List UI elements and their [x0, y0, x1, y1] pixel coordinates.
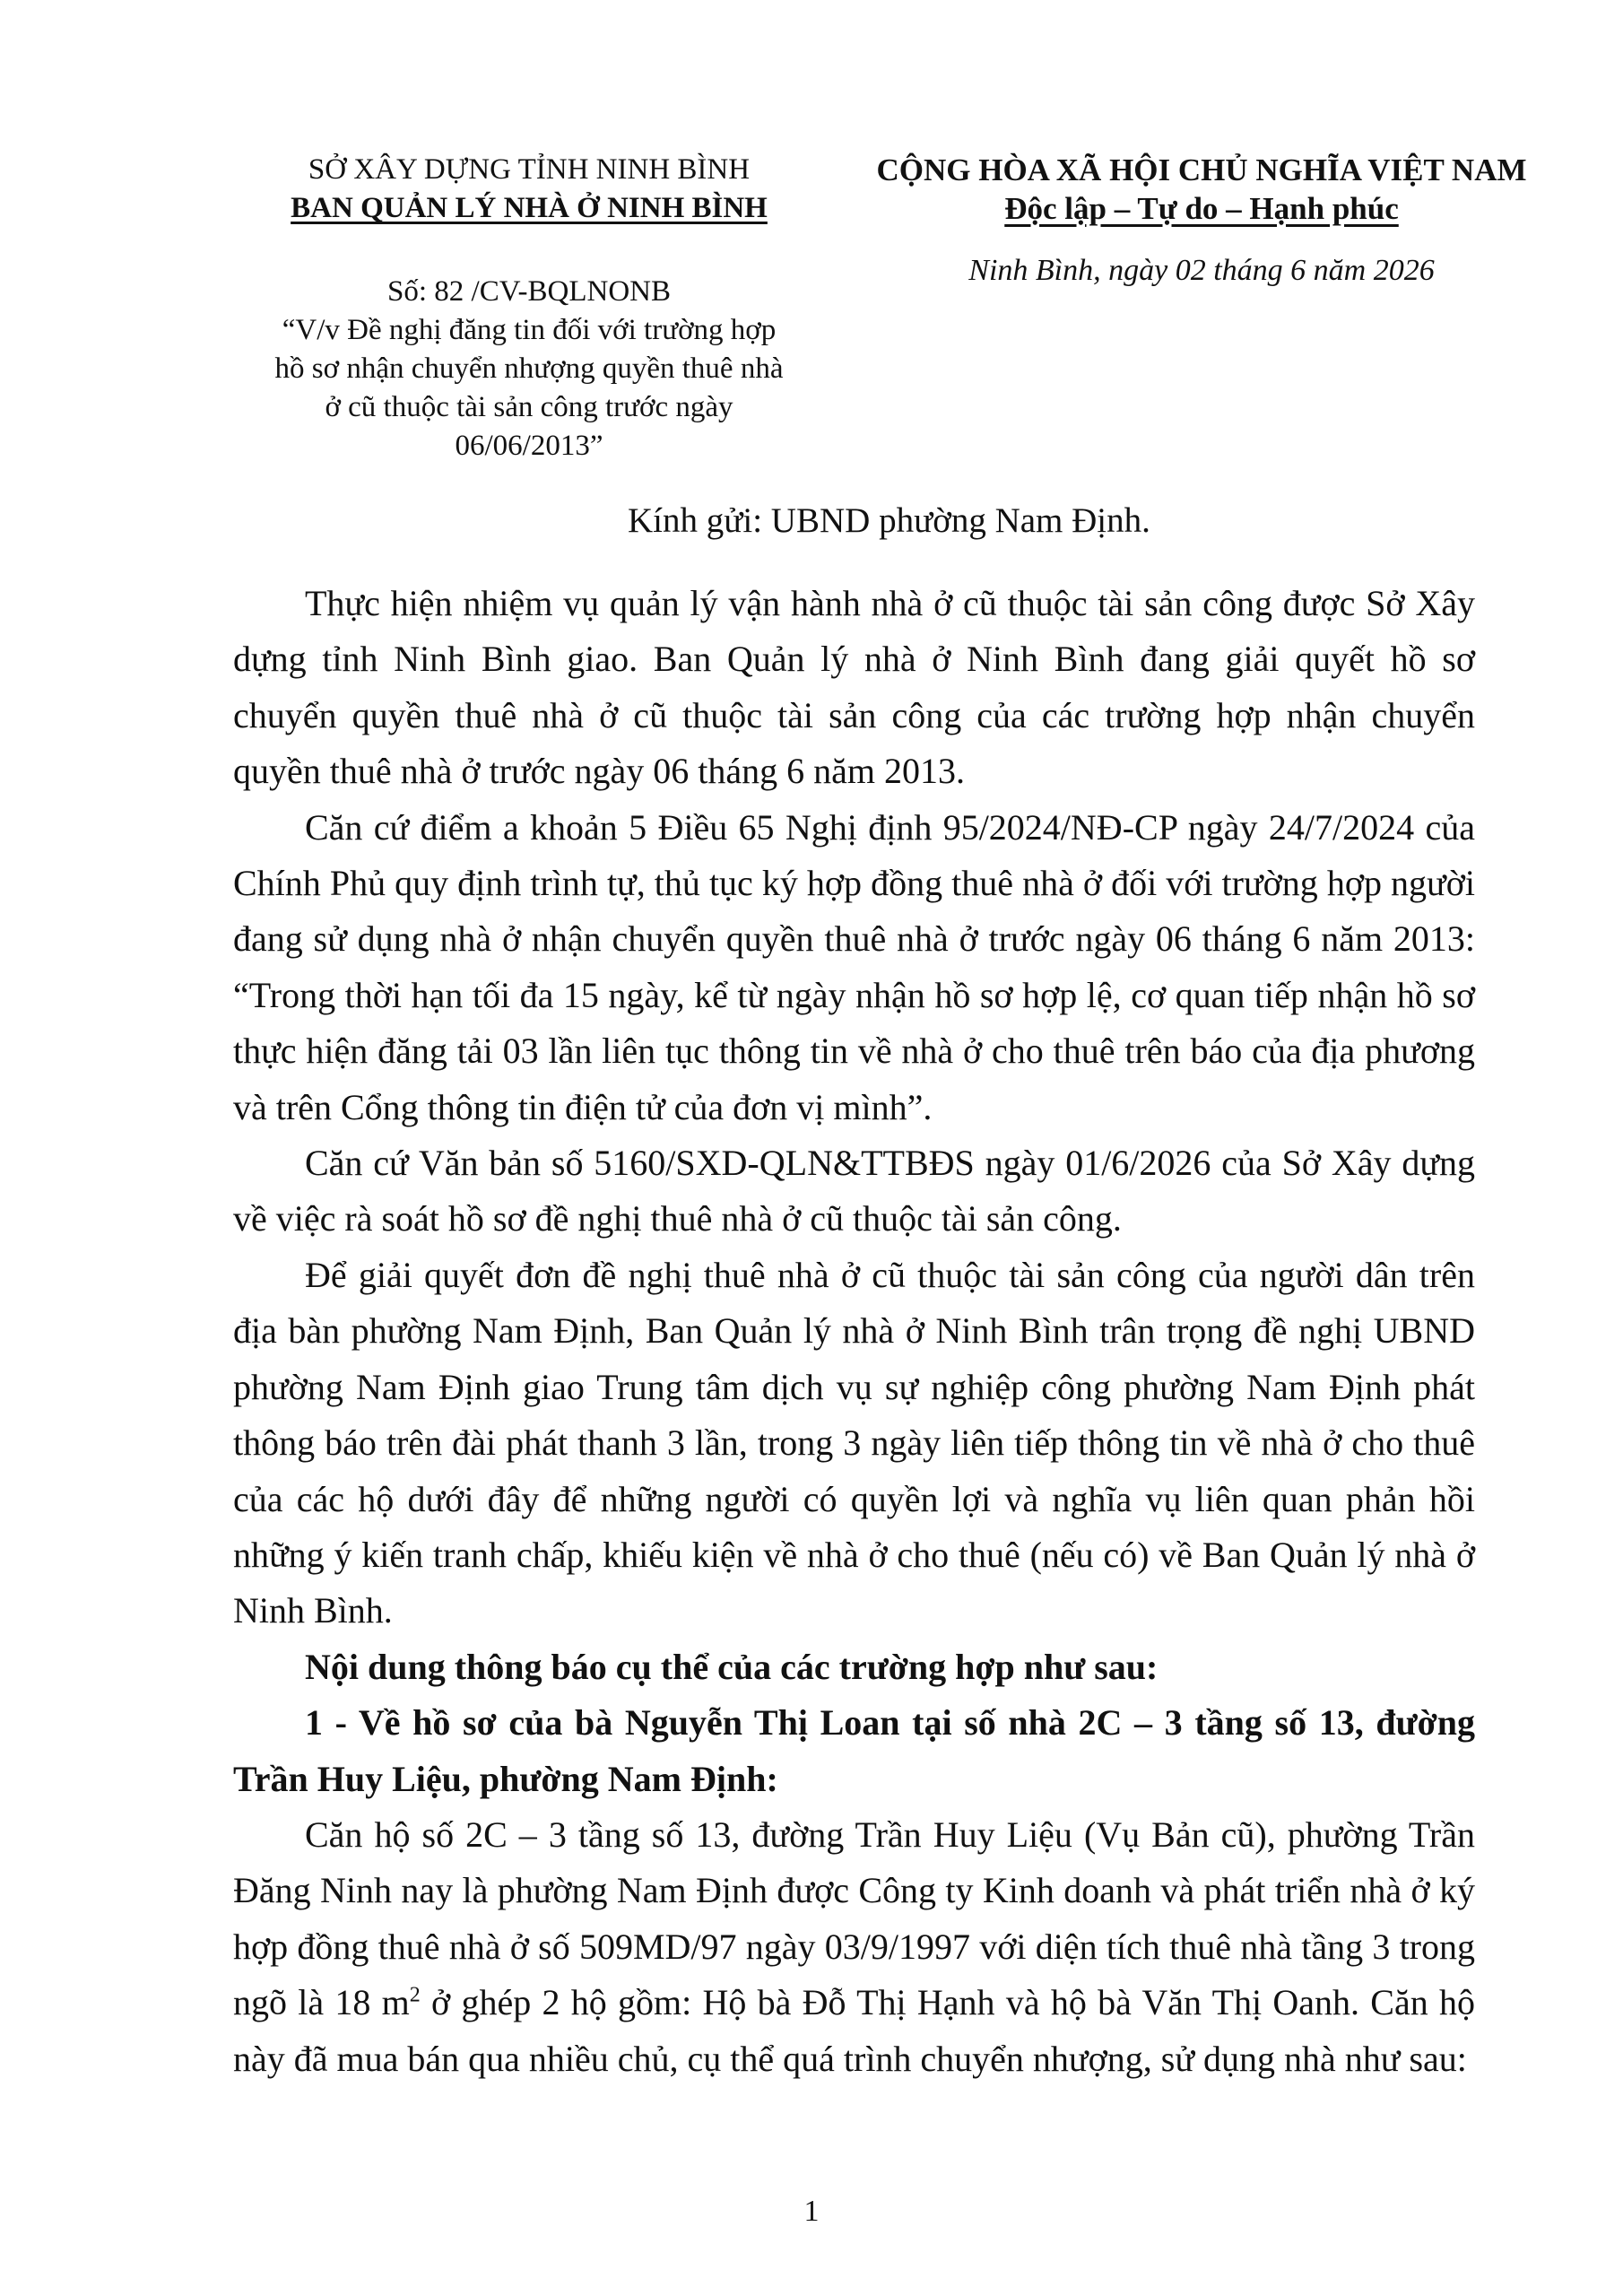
subject-line: ở cũ thuộc tài sản công trước ngày — [325, 391, 733, 423]
place-date: Ninh Bình, ngày 02 tháng 6 năm 2026 — [968, 254, 1435, 287]
paragraph: Căn cứ Văn bản số 5160/SXD-QLN&TTBĐS ngày 01/6/2026 của Sở Xây dựng về việc rà soát hồ sơ đề nghị thuê nhà ở cũ thuộc tài sản công. — [233, 1143, 1475, 1239]
paragraph: Để giải quyết đơn đề nghị thuê nhà ở cũ thuộc tài sản công của người dân trên địa bàn phường Nam Định, Ban Quản lý nhà ở Ninh Bình trân trọng đề nghị UBND phường Nam Định giao Trung tâm dịch vụ sự nghiệp công phường Nam Định phát thông báo trên đài phát thanh 3 lần, trong 3 ngày liên tiếp thông tin về nhà ở cho thuê của các hộ dưới đây để những người có quyền lợi và nghĩa vụ liên quan phản hồi những ý kiến tranh chấp, khiếu kiện về nhà ở cho thuê (nếu có) về Ban Quản lý nhà ở Ninh Bình. — [233, 1254, 1475, 1631]
motto-line — [847, 189, 1556, 228]
recipient: Kính gửi: UBND phường Nam Định. — [628, 501, 1150, 540]
case-heading: 1 - Về hồ sơ của bà Nguyễn Thị Loan tại số nhà 2C – 3 tầng số 13, đường Trần Huy Liệu, phường Nam Định: — [233, 1702, 1475, 1799]
subject-line: “V/v Đề nghị đăng tin đối với trường hợp — [282, 314, 777, 346]
subject-line: hồ sơ nhận chuyển nhượng quyền thuê nhà — [274, 352, 784, 385]
document-body — [233, 576, 1475, 2087]
motto: Độc lập – Tự do – Hạnh phúc — [1004, 191, 1399, 226]
document-subject — [215, 311, 843, 465]
paragraph — [233, 1807, 1475, 2087]
agency-name: BAN QUẢN LÝ NHÀ Ở NINH BÌNH — [291, 192, 768, 224]
paragraph: Căn cứ điểm a khoản 5 Điều 65 Nghị định 95/2024/NĐ-CP ngày 24/7/2024 của Chính Phủ quy định trình tự, thủ tục ký hợp đồng thuê nhà ở đối với trường hợp người đang sử dụng nhà ở nhận chuyển quyền thuê nhà ở trước ngày 06 tháng 6 năm 2013: “Trong thời hạn tối đa 15 ngày, kể từ ngày nhận hồ sơ hợp lệ, cơ quan tiếp nhận hồ sơ thực hiện đăng tải 03 lần liên tục thông tin về nhà ở cho thuê trên báo của địa phương và trên Cổng thông tin điện tử của đơn vị mình”. — [233, 806, 1475, 1127]
section-heading: Nội dung thông báo cụ thể của các trường hợp như sau: — [305, 1646, 1159, 1687]
national-motto-block — [847, 151, 1556, 290]
paragraph-text: ở ghép 2 hộ gồm: Hộ bà Đỗ Thị Hạnh và hộ bà Văn Thị Oanh. Căn hộ này đã mua bán qua nhiều chủ, cụ thể quá trình chuyển nhượng, sử dụng nhà như sau: — [233, 1982, 1475, 2079]
nation-name: CỘNG HÒA XÃ HỘI CHỦ NGHĨA VIỆT NAM — [876, 152, 1527, 187]
parent-agency: SỞ XÂY DỰNG TỈNH NINH BÌNH — [308, 153, 751, 186]
issuing-agency-block — [215, 151, 843, 465]
subject-line: 06/06/2013” — [455, 430, 603, 462]
paragraph: Thực hiện nhiệm vụ quản lý vận hành nhà ở cũ thuộc tài sản công được Sở Xây dựng tỉnh Ninh Bình giao. Ban Quản lý nhà ở Ninh Bình đang giải quyết hồ sơ chuyển quyền thuê nhà ở cũ thuộc tài sản công của các trường hợp nhận chuyển quyền thuê nhà ở trước ngày 06 tháng 6 năm 2013. — [233, 583, 1475, 792]
document-number: Số: 82 /CV-BQLNONB — [387, 275, 671, 308]
page-number: 1 — [803, 2195, 820, 2228]
superscript: 2 — [409, 1983, 421, 2007]
paragraph-text: Căn hộ số 2C – 3 tầng số 13, đường Trần Huy Liệu (Vụ Bản cũ), phường Trần Đăng Ninh nay là phường Nam Định được Công ty Kinh doanh và phát triển nhà ở ký hợp đồng thuê nhà ở số 509MD/97 ngày 03/9/1997 với diện tích thuê nhà tầng 3 trong ngõ là 18 m — [233, 1813, 1475, 2023]
